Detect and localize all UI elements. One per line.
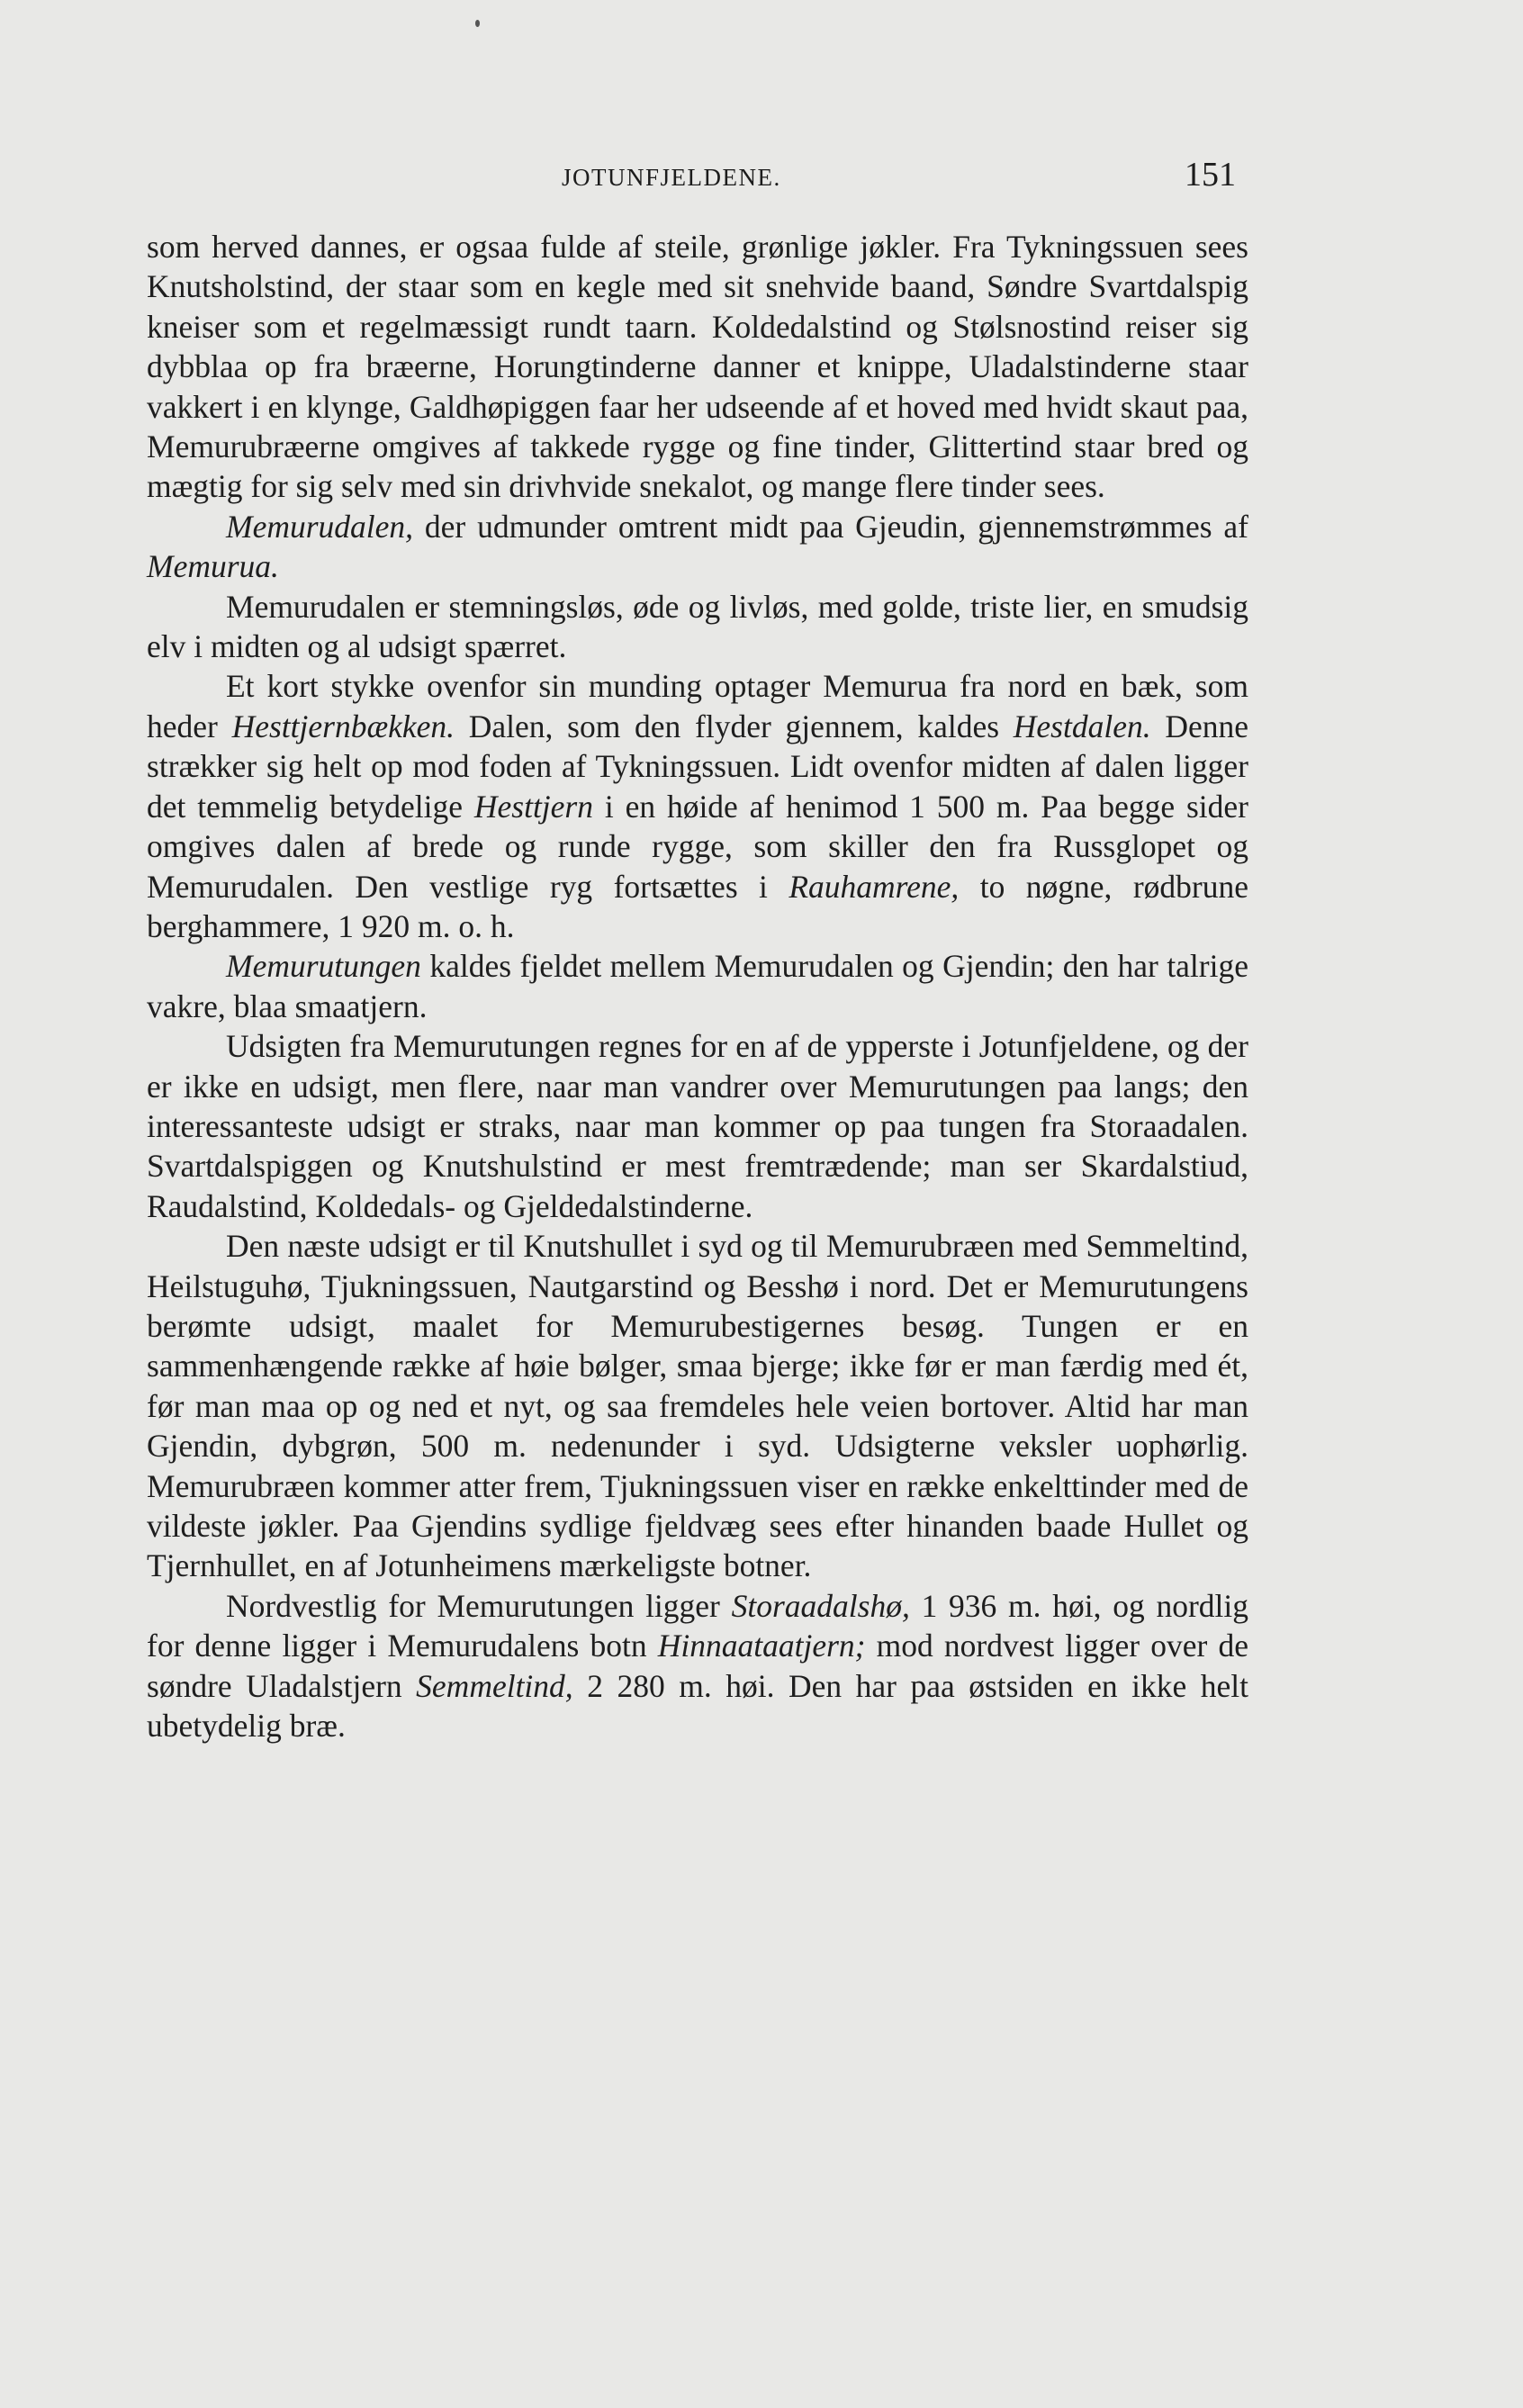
italic-term: Memurutungen [226, 948, 421, 985]
text-run: to nøgne, rødbrune berghammere, 1 920 m. o. h. [147, 868, 1248, 944]
text-run: mod nordvest ligger over de søndre Uladalstjern [147, 1628, 1248, 1704]
paragraph [147, 946, 1248, 1026]
text-run: 1 936 m. høi, og nordlig for denne ligger i Memurudalens botn [147, 1587, 1248, 1664]
paragraph [147, 587, 1248, 667]
italic-term: Rauhamrene, [789, 868, 960, 905]
paragraph [147, 1586, 1248, 1746]
print-speck [475, 20, 480, 27]
text-run: i en høide af henimod 1 500 m. Paa begge sider omgives dalen af brede og runde rygge, som skiller den fra Russglopet og Memurudalen. Den vestlige ryg fortsættes i [147, 788, 1248, 905]
text-run: Et kort stykke ovenfor sin munding optager Memurua fra nord en bæk, som heder [147, 668, 1248, 744]
italic-term: Semmeltind, [416, 1667, 573, 1704]
text-run: som herved dannes, er ogsaa fulde af steile, grønlige jøkler. Fra Tykningssuen sees Knutsholstind, der staar som en kegle med sit snehvide baand, Søndre Svartdalspig kneiser som et regelmæssigt rundt taarn. Koldedalstind og Stølsnostind reiser sig dybblaa op fra bræerne, Horungtinderne danner et knippe, Uladalstinderne staar vakkert i en klynge, Galdhøpiggen faar her udseende af et hoved med hvidt skaut paa, Memurubræerne omgives af takkede rygge og fine tinder, Glittertind staar bred og mægtig for sig selv med sin drivhvide snekalot, og mange flere tinder sees. [147, 229, 1248, 505]
text-run: 2 280 m. høi. Den har paa østsiden en ikke helt ubetydelig bræ. [147, 1667, 1249, 1745]
italic-term: Hinnaataatjern; [657, 1628, 866, 1664]
italic-term: Memurua. [147, 548, 279, 585]
italic-term: Hesttjern [473, 788, 593, 825]
text-run: Udsigten fra Memurutungen regnes for en af de ypperste i Jotunfjeldene, og der er ikke en udsigt, men flere, naar man vandrer over Memurutungen paa langs; den interessanteste udsigt er straks, naar man kommer op paa tungen fra Storaadalen. Svartdalspiggen og Knutshulstind er mest fremtrædende; man ser Skardalstiud, Raudalstind, Koldedals- og Gjeldedalstinderne. [147, 1028, 1248, 1224]
italic-term: Hesttjernbækken. [231, 708, 455, 744]
text-run: Dalen, som den flyder gjennem, kaldes [455, 708, 1014, 744]
running-title: JOTUNFJELDENE. [562, 164, 781, 191]
text-run: Denne strækker sig helt op mod foden af Tykningssuen. Lidt ovenfor midten af dalen ligger det temmelig betydelige [147, 708, 1248, 825]
text-run: Memurudalen er stemningsløs, øde og livløs, med golde, triste lier, en smudsig elv i midten og al udsigt spærret. [147, 588, 1248, 665]
running-head [0, 155, 1523, 200]
italic-term: Hestdalen. [1013, 708, 1151, 744]
paragraph [147, 507, 1248, 587]
page-number: 151 [1185, 156, 1236, 194]
text-run: der udmunder omtrent midt paa Gjeudin, gjennemstrømmes af [413, 508, 1248, 545]
italic-term: Storaadalshø, [731, 1587, 910, 1624]
text-run: kaldes fjeldet mellem Memurudalen og Gjendin; den har talrige vakre, blaa smaatjern. [147, 948, 1248, 1024]
paragraph [147, 1026, 1248, 1226]
text-run: Nordvestlig for Memurutungen ligger [226, 1587, 732, 1624]
paragraph [147, 666, 1248, 946]
italic-term: Memurudalen, [226, 508, 414, 545]
paragraph [147, 227, 1248, 507]
paragraph [147, 1226, 1248, 1586]
text-run: Den næste udsigt er til Knutshullet i syd og til Memurubræen med Semmeltind, Heilstuguhø, Tjukningssuen, Nautgarstind og Besshø i nord. Det er Memurutungens berømte udsigt, maalet for Memurubestigernes besøg. Tungen er en sammenhængende række af høie bølger, smaa bjerge; ikke før er man færdig med ét, før man maa op og ned et nyt, og saa fremdeles hele veien bortover. Altid har man Gjendin, dybgrøn, 500 m. nedenunder i syd. Udsigterne veksler uophørlig. Memurubræen kommer atter frem, Tjukningssuen viser en række enkelttinder med de vildeste jøkler. Paa Gjendins sydlige fjeldvæg sees efter hinanden baade Hullet og Tjernhullet, en af Jotunheimens mærkeligste botner. [147, 1228, 1248, 1584]
body-text [147, 227, 1248, 1745]
